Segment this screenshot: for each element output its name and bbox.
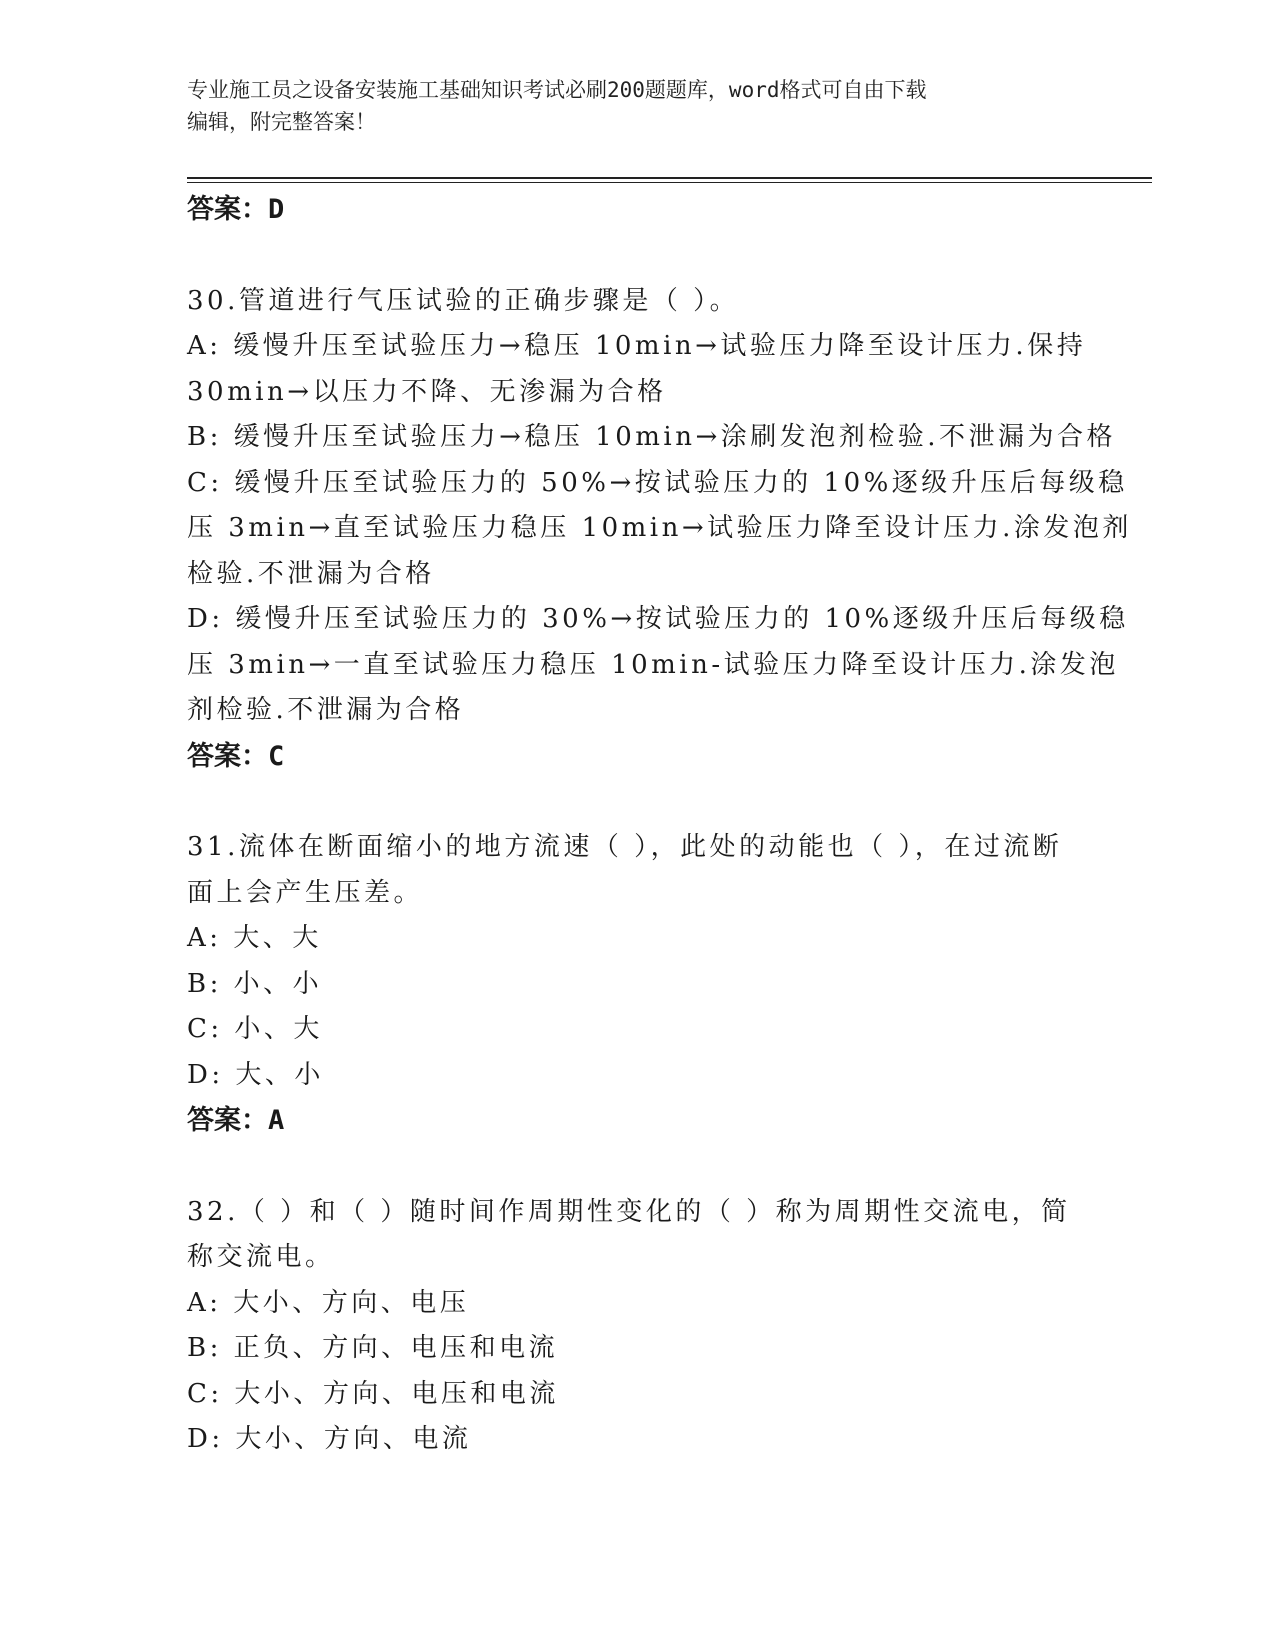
- option-a: A: 大、大: [187, 923, 322, 953]
- document-header: [187, 74, 1067, 138]
- option-c-cont-2: 检验.不泄漏为合格: [187, 558, 435, 589]
- option-a: A: 大小、方向、电压: [187, 1287, 470, 1318]
- document-body: [187, 187, 1132, 1463]
- option-d-cont-2: 剂检验.不泄漏为合格: [187, 695, 465, 725]
- option-d: D: 缓慢升压至试验压力的 30%→按试验压力的 10%逐级升压后每级稳: [187, 604, 1129, 634]
- option-d: D: 大小、方向、电流: [187, 1424, 472, 1454]
- question-stem: 30.管道进行气压试验的正确步骤是（ ）。: [187, 285, 740, 316]
- option-c: C: 大小、方向、电压和电流: [187, 1378, 559, 1409]
- header-rule-thick: [187, 177, 1152, 179]
- option-b: B: 小、小: [187, 968, 323, 999]
- previous-answer: 答案：D: [187, 194, 285, 225]
- question-stem-cont: 面上会产生压差。: [187, 877, 424, 908]
- option-d: D: 大、小: [187, 1059, 324, 1090]
- question-stem-cont: 称交流电。: [187, 1242, 335, 1272]
- answer: 答案：A: [187, 1105, 285, 1136]
- question-31: [187, 825, 1087, 1144]
- header-line-2: 编辑，附完整答案！: [187, 110, 376, 134]
- header-line-1: 专业施工员之设备安装施工基础知识考试必刷200题题库，word格式可自由下载: [187, 78, 927, 102]
- option-b: B: 缓慢升压至试验压力→稳压 10min→涂刷发泡剂检验.不泄漏为合格: [187, 422, 1117, 452]
- question-32: [187, 1190, 1087, 1463]
- question-30: [187, 279, 1132, 780]
- header-rule-thin: [187, 182, 1152, 183]
- option-c-cont-1: 压 3min→直至试验压力稳压 10min→试验压力降至设计压力.涂发泡剂: [187, 513, 1132, 543]
- question-stem: 32.（ ）和（ ）随时间作周期性变化的（ ）称为周期性交流电，简: [187, 1196, 1071, 1227]
- option-c: C: 小、大: [187, 1014, 323, 1044]
- answer: 答案：C: [187, 740, 285, 772]
- option-b: B: 正负、方向、电压和电流: [187, 1333, 559, 1363]
- question-stem: 31.流体在断面缩小的地方流速（ ），此处的动能也（ ），在过流断: [187, 832, 1063, 862]
- option-d-cont-1: 压 3min→一直至试验压力稳压 10min-试验压力降至设计压力.涂发泡: [187, 649, 1119, 680]
- option-c: C: 缓慢升压至试验压力的 50%→按试验压力的 10%逐级升压后每级稳: [187, 467, 1128, 498]
- option-a-cont: 30min→以压力不降、无渗漏为合格: [187, 376, 667, 407]
- option-a: A: 缓慢升压至试验压力→稳压 10min→试验压力降至设计压力.保持: [187, 331, 1087, 361]
